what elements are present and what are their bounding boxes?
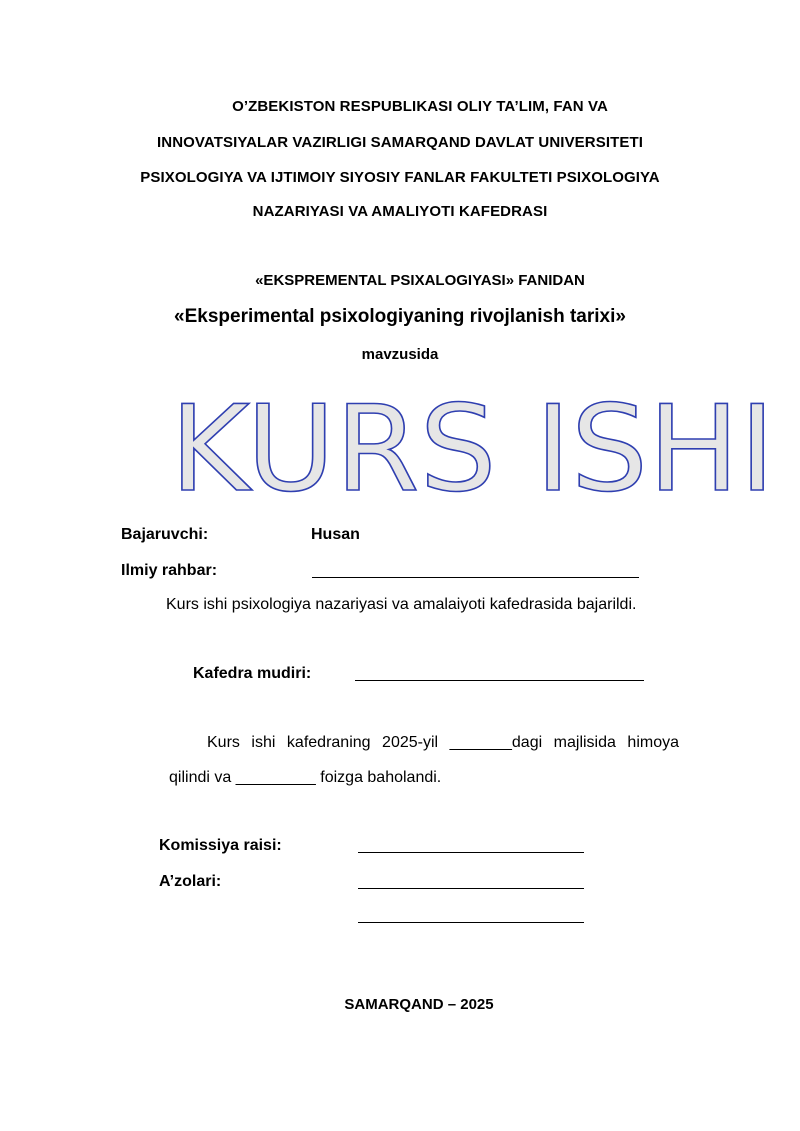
footer-city-year: SAMARQAND – 2025 xyxy=(344,996,494,1013)
commission-member-2-signature-line xyxy=(358,922,584,923)
commission-chair-signature-line xyxy=(358,852,584,853)
topic-title: «Eksperimental psixologiyaning rivojlanish tarixi» xyxy=(174,306,626,327)
commission-chair-label: Komissiya raisi: xyxy=(159,837,282,854)
defense-text-2b: foizga baholandi. xyxy=(320,769,442,786)
subject-line: «EKSPREMENTAL PSIXALOGIYASI» FANIDAN xyxy=(255,272,585,289)
defense-line-2 xyxy=(169,769,441,787)
commission-members-label: A’zolari: xyxy=(159,873,222,890)
supervisor-label: Ilmiy rahbar: xyxy=(121,562,218,579)
kurs-ishi-title xyxy=(160,381,800,519)
performer-name: Husan xyxy=(311,526,360,543)
head-of-department-label: Kafedra mudiri: xyxy=(193,665,312,682)
defense-text-2a: qilindi va xyxy=(169,769,232,786)
completed-note: Kurs ishi psixologiya nazariyasi va amalaiyoti kafedrasida bajarildi. xyxy=(166,596,637,613)
header-line-1: O’ZBEKISTON RESPUBLIKASI OLIY TA’LIM, FAN VA xyxy=(232,98,608,115)
commission-member-1-signature-line xyxy=(358,888,584,889)
defense-text-1b: dagi majlisida himoya xyxy=(511,734,679,751)
header-line-3: PSIXOLOGIYA VA IJTIMOIY SIYOSIY FANLAR FAKULTETI PSIXOLOGIYA xyxy=(140,169,660,186)
header-line-4: NAZARIYASI VA AMALIYOTI KAFEDRASI xyxy=(252,203,548,220)
kurs-ishi-title-text: KURS ISHI xyxy=(170,381,775,519)
supervisor-signature-line xyxy=(312,577,639,578)
defense-score-blank: _________ xyxy=(235,769,316,786)
defense-date-blank-text: _______ xyxy=(449,734,512,751)
topic-suffix: mavzusida xyxy=(361,346,439,363)
defense-line-1 xyxy=(169,734,679,752)
defense-text-1a: Kurs ishi kafedraning 2025-yil xyxy=(207,734,439,751)
defense-date-blank xyxy=(450,734,679,751)
header-line-2: INNOVATSIYALAR VAZIRLIGI SAMARQAND DAVLAT UNIVERSITETI xyxy=(157,134,643,151)
performer-label: Bajaruvchi: xyxy=(121,526,209,543)
head-of-department-signature-line xyxy=(355,680,644,681)
